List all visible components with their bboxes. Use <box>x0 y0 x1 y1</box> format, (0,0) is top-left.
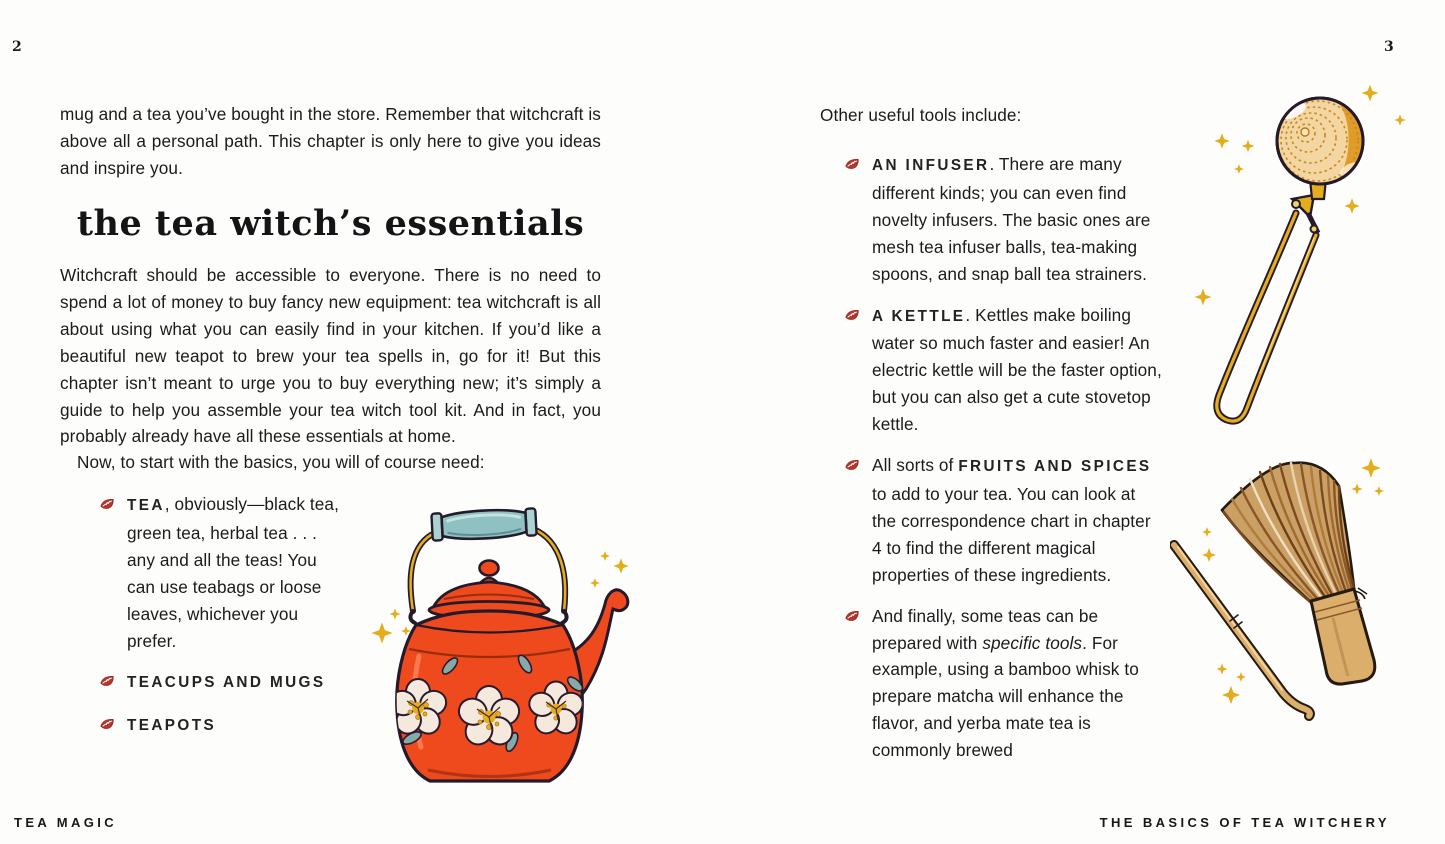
list-item-text: TEA, obviously—black tea, green tea, herbal tea . . . any and all the teas! You can use teabags or loose leaves, whichever you prefer. <box>127 494 339 651</box>
matcha-whisk <box>1222 463 1375 684</box>
page-number-left: 2 <box>12 39 22 55</box>
tea-infuser-illustration <box>1188 83 1423 433</box>
leaf-bullet-icon <box>845 158 859 170</box>
list-item <box>845 603 1163 764</box>
leaf-bullet-icon <box>845 610 859 622</box>
tools-list <box>845 151 1163 764</box>
list-item <box>845 151 1163 288</box>
kettle-grip <box>431 508 536 541</box>
leaf-bullet-icon <box>845 459 859 471</box>
body-paragraph: Witchcraft should be accessible to everyone. There is no need to spend a lot of money to buy fancy new equipment: tea witchcraft is all about using what you can easily find in your kitchen. If you’d like a beautiful new teapot to brew your tea spells in, go for it! But this chapter isn’t meant to urge you to buy everything new; it’s simply a guide to help you assemble your tea witch tool kit. And in fact, you probably already have all these essentials at home. <box>60 265 601 447</box>
kettle-illustration <box>362 498 654 800</box>
leaf-bullet-icon <box>845 309 859 321</box>
chapter-heading: the tea witch’s essentials <box>76 203 585 244</box>
list-item-text: And finally, some teas can be prepared with specific tools. For example, using a bamboo whisk to prepare matcha will enhance the flavor, and yerba mate tea is commonly brewed <box>872 605 1139 761</box>
infuser-mesh-ball <box>1277 98 1363 199</box>
leaf-bullet-icon <box>100 498 114 510</box>
list-item-text: TEAPOTS <box>127 717 217 735</box>
list-item-text: AN INFUSER. There are many different kinds; you can even find novelty infusers. The basic ones are mesh tea infuser balls, tea-making spoons, and snap ball tea strainers. <box>872 154 1151 284</box>
list-item-text: A KETTLE. Kettles make boiling water so much faster and easier! An electric kettle will be the faster option, but you can also get a cute stovetop kettle. <box>872 304 1162 435</box>
infuser-handle <box>1217 213 1316 421</box>
running-footer-right: THE BASICS OF TEA WITCHERY <box>1099 815 1390 830</box>
bamboo-whisk-illustration <box>1170 438 1445 750</box>
leaf-bullet-icon <box>100 675 114 687</box>
list-item-text: TEACUPS AND MUGS <box>127 674 326 692</box>
list-item <box>845 452 1163 589</box>
lead-in-line: Now, to start with the basics, you will of course need: <box>77 452 485 472</box>
list-item <box>100 668 348 697</box>
list-item <box>100 711 348 740</box>
list-item <box>100 491 348 654</box>
running-footer-left: TEA MAGIC <box>14 815 118 830</box>
continued-paragraph: mug and a tea you’ve bought in the store. Remember that witchcraft is above all a personal path. This chapter is only here to give you ideas and inspire you. <box>60 104 601 178</box>
list-item <box>845 302 1163 439</box>
tools-intro: Other useful tools include: <box>820 105 1022 125</box>
essentials-list <box>100 491 348 740</box>
leaf-bullet-icon <box>100 718 114 730</box>
page-number-right: 3 <box>1384 39 1394 55</box>
list-item-text: All sorts of FRUITS AND SPICES to add to your tea. You can look at the correspondence chart in chapter 4 to find the different magical properties of these ingredients. <box>872 455 1152 585</box>
